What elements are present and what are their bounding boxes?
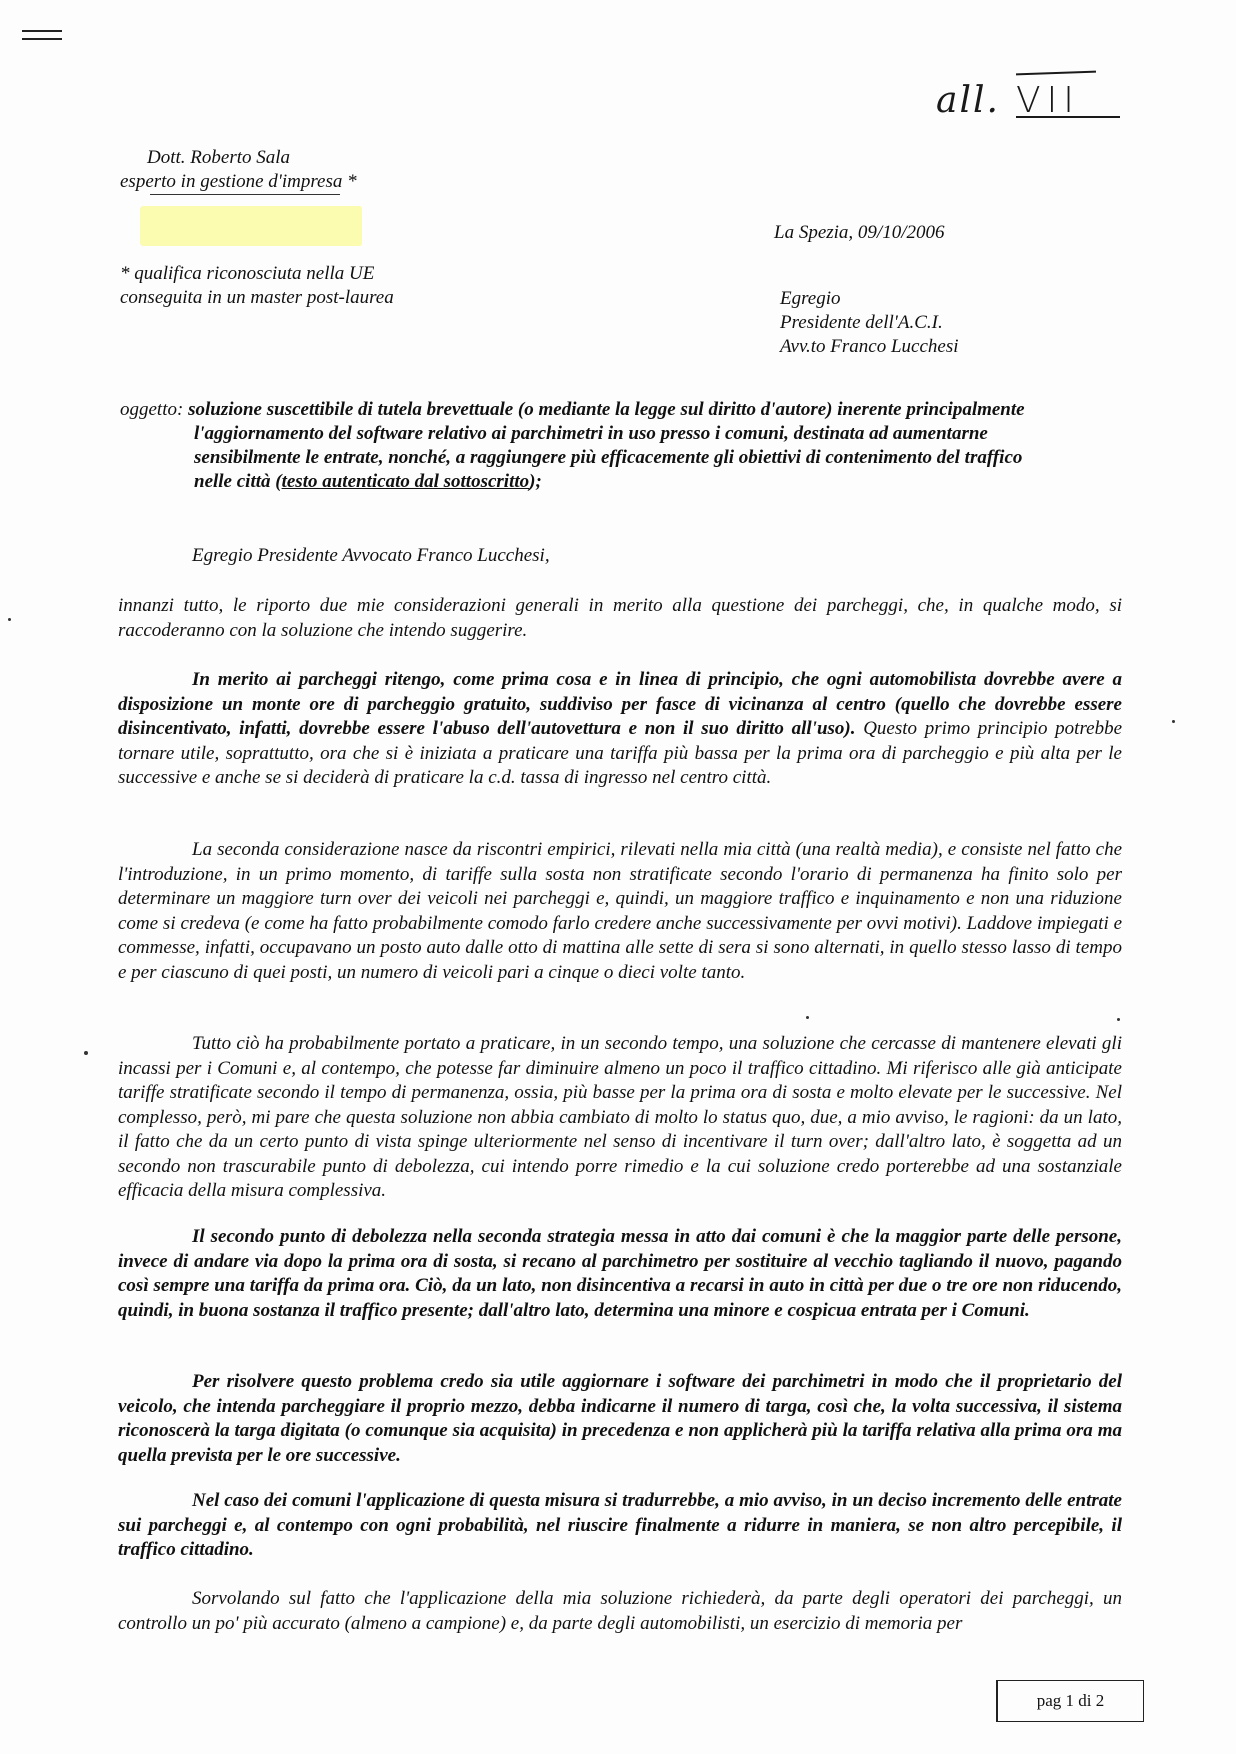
qualification-line-1: * qualifica riconosciuta nella UE — [120, 263, 375, 284]
paragraph-2-bold: In merito ai parcheggi ritengo, come prima cosa e in linea di principio, che ogni automobilista dovrebbe avere a disposizione un monte ore di parcheggio gratuito, suddiviso per fasce di vicinanza al centro (quello che dovrebbe essere disincentivato, infatti, dovrebbe essere l'abuso dell'autovettura e non il suo diritto all'uso). — [118, 669, 1122, 739]
paragraph-6: Per risolvere questo problema credo sia utile aggiornare i software dei parchimetri in modo che il proprietario del veicolo, che intenda parcheggiare il proprio mezzo, debba indicarne il numero di targa, così che, la volta successiva, il sistema riconoscerà la targa digitata (o comunque sia acquisita) in precedenza e non applicherà più la tariffa relativa alla prima ora ma quella prevista per le ore successive. — [118, 1371, 1122, 1466]
subject-line-1: soluzione suscettibile di tutela brevettuale (o mediante la legge sul diritto d'autore) inerente principalmente — [188, 399, 1025, 420]
subject-underlined-text: testo autenticato dal sottoscritto — [281, 471, 530, 492]
recipient-line-3: Avv.to Franco Lucchesi — [780, 336, 959, 357]
sender-name: Dott. Roberto Sala — [147, 147, 291, 168]
scan-speck — [1117, 1018, 1120, 1021]
paragraph-7: Nel caso dei comuni l'applicazione di questa misura si tradurrebbe, a mio avviso, in un deciso incremento delle entrate sui parcheggi e, al contempo con ogni probabilità, nel riuscire finalmente a ridurre in maniera, se non altro percepibile, il traffico cittadino. — [118, 1490, 1122, 1560]
subject-label: oggetto: — [120, 399, 184, 420]
scan-speck — [8, 618, 11, 621]
scan-speck — [806, 1016, 809, 1019]
sender-block — [120, 146, 357, 194]
paragraph-3: La seconda considerazione nasce da riscontri empirici, rilevati nella mia città (una realtà media), e consiste nel fatto che l'introduzione, in un primo momento, di tariffe sulla sosta non stratificate secondo l'orario di permanenza ha finito solo per determinare un maggiore turn over dei veicoli nei parcheggi e, quindi, un maggiore traffico e inquinamento e non una riduzione come si credeva (e come ha fatto probabilmente comodo farlo credere anche successivamente per ovvi motivi). Laddove impiegati e commesse, infatti, occupavano un posto auto dalle otto di mattina alle sette di sera si sono alternati, in quello stesso lasso di tempo e per ciascuno di quei posti, un numero di veicoli pari a cinque o dieci volte tanto. — [118, 839, 1122, 983]
subject-line-3: sensibilmente le entrate, nonché, a raggiungere più efficacemente gli obiettivi di contenimento del traffico — [194, 447, 1023, 468]
paragraph-5: Il secondo punto di debolezza nella seconda strategia messa in atto dai comuni è che la maggior parte delle persone, invece di andare via dopo la prima ora di sosta, si recano al parchimetro per sostituire al vecchio tagliando il nuovo, pagando così sempre una tariffa da prima ora. Ciò, da un lato, non disincentiva a recarsi in auto in città per due o tre ore non riducendo, quindi, in buona sostanza il traffico presente; dall'altro lato, determina una minore e cospicua entrata per i Comuni. — [118, 1226, 1122, 1321]
scan-speck — [84, 1051, 88, 1055]
salutation: Egregio Presidente Avvocato Franco Lucchesi, — [192, 545, 550, 566]
paragraph-4: Tutto ciò ha probabilmente portato a praticare, in un secondo tempo, una soluzione che cercasse di mantenere elevati gli incassi per i Comuni e, al contempo, che potesse far diminuire almeno un poco il traffico cittadino. Mi riferisco alle già anticipate tariffe stratificate secondo il tempo di permanenza, ossia, più basse per la prima ora di sosta e molto elevate per le successive. Nel complesso, però, mi pare che questa soluzione non abbia cambiato di molto lo status quo, due, a mio avviso, le ragioni: da un lato, il fatto che da un certo punto di vista spinge ulteriormente nel senso di incentivare il turn over; dall'altro lato, è soggetta ad un secondo non trascurabile punto di debolezza, cui intendo porre rimedio e la cui soluzione credo porterebbe ad una sostanziale efficacia della misura complessiva. — [118, 1033, 1122, 1201]
subject-line-4: nelle città (testo autenticato dal sottoscritto); — [194, 471, 542, 492]
annotation-numeral: VII — [1016, 80, 1080, 121]
recipient-line-2: Presidente dell'A.C.I. — [780, 312, 943, 333]
handwritten-annotation — [936, 70, 1116, 140]
paragraph-2-rest: Questo primo principio potrebbe tornare utile, soprattutto, ora che si è iniziata a praticare una tariffa più bassa per la prima ora di parcheggio e più alta per le successive e anche se si deciderà di praticare la c.d. tassa di ingresso nel centro città. — [118, 718, 1123, 788]
scan-speck — [1172, 720, 1175, 723]
paragraph-1: innanzi tutto, le riporto due mie considerazioni generali in merito alla questione dei parcheggi, che, in qualche modo, si raccoderanno con la soluzione che intendo suggerire. — [118, 595, 1122, 641]
sender-title-underline — [150, 194, 340, 195]
qualification-line-2: conseguita in un master post-laurea — [120, 287, 394, 308]
place-date: La Spezia, 09/10/2006 — [774, 222, 945, 243]
subject-block — [120, 398, 1120, 494]
paragraph-8: Sorvolando sul fatto che l'applicazione della mia soluzione richiederà, da parte degli operatori dei parcheggi, un controllo un po' più accurato (almeno a campione) e, da parte degli automobilisti, un esercizio di memoria per — [118, 1588, 1122, 1634]
annotation-prefix: all. — [936, 80, 1000, 121]
highlighted-redaction — [140, 206, 362, 246]
page-number-box — [996, 1680, 1144, 1722]
annotation-underline — [1016, 116, 1120, 118]
subject-line-2: l'aggiornamento del software relativo ai parchimetri in uso presso i comuni, destinata ad aumentarne — [194, 423, 988, 444]
scan-artifact-mark — [22, 30, 62, 40]
recipient-block — [780, 287, 959, 359]
annotation-overline — [1016, 71, 1096, 76]
sender-qualification — [120, 262, 394, 310]
page-number: pag 1 di 2 — [1036, 1691, 1105, 1710]
sender-title: esperto in gestione d'impresa * — [120, 170, 357, 194]
paragraph-2 — [118, 668, 1122, 791]
recipient-line-1: Egregio — [780, 288, 841, 309]
